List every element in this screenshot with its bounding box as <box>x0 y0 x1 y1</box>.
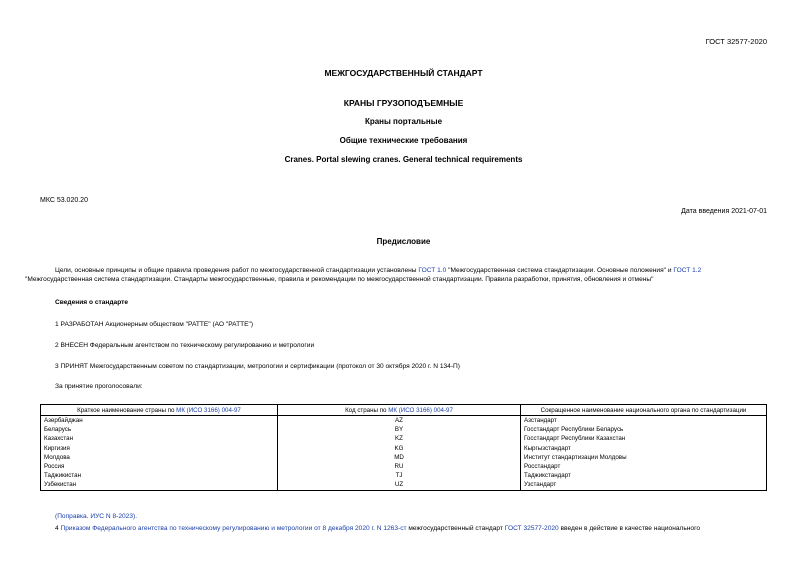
foreword-text-a: Цели, основные принципы и общие правила проведения работ по межгосударственной стандартизации установлены <box>55 267 419 274</box>
cell-country: Беларусь <box>41 425 278 434</box>
cell-code: KG <box>278 444 521 453</box>
cell-code: TJ <box>278 471 521 480</box>
table-row <box>41 416 767 426</box>
cell-code: KZ <box>278 434 521 443</box>
title-sub: Краны портальные <box>364 117 443 126</box>
countries-table <box>40 404 767 491</box>
table-row <box>41 480 767 490</box>
title-main: КРАНЫ ГРУЗОПОДЪЕМНЫЕ <box>343 98 464 108</box>
cell-country: Россия <box>41 462 278 471</box>
mks-code: МКС 53.020.20 <box>40 197 88 204</box>
item-4-tail: введен в действие в качестве национального <box>558 525 701 532</box>
table-row <box>41 462 767 471</box>
cell-body: Азстандарт <box>521 416 767 426</box>
table-header-row <box>41 405 767 416</box>
foreword-text-b: "Межгосударственная система стандартизации. Основные положения" и <box>446 267 674 274</box>
header-code-text: Код страны по <box>345 406 389 414</box>
header-country-link[interactable]: МК (ИСО 3166) 004-97 <box>176 406 241 414</box>
cell-country: Таджикистан <box>41 471 278 480</box>
cell-body: Институт стандартизации Молдовы <box>521 453 767 462</box>
gost-1-0-link[interactable]: ГОСТ 1.0 <box>418 267 447 274</box>
foreword-text-c: "Межгосударственная система стандартизации. Стандарты межгосударственные, правила и рекомендации по межгосударственной стандартизации. Правила разработки, принятия, обновления и отмены" <box>25 276 654 283</box>
order-link[interactable]: Приказом Федерального агентства по техническому регулированию и метрологии от 8 декабря 2020 г. N 1263-ст <box>60 525 407 532</box>
cell-body: Госстандарт Республики Беларусь <box>521 425 767 434</box>
table-row <box>41 471 767 480</box>
document-code: ГОСТ 32577-2020 <box>705 37 767 46</box>
item-4-text: межгосударственный стандарт <box>406 525 505 532</box>
item-4-enacted <box>55 524 700 533</box>
title-english: Cranes. Portal slewing cranes. General technical requirements <box>284 155 523 164</box>
table-row <box>41 425 767 434</box>
item-2-submitted: 2 ВНЕСЕН Федеральным агентством по техническому регулированию и метрологии <box>55 342 315 349</box>
cell-country: Киргизия <box>41 444 278 453</box>
cell-code: UZ <box>278 480 521 490</box>
cell-country: Узбекистан <box>41 480 278 490</box>
cell-country: Казахстан <box>41 434 278 443</box>
amendment-link[interactable]: (Поправка. ИУС N 8-2023). <box>55 513 138 520</box>
standard-type-heading: МЕЖГОСУДАРСТВЕННЫЙ СТАНДАРТ <box>324 68 483 78</box>
cell-body: Таджикстандарт <box>521 471 767 480</box>
cell-country: Молдова <box>41 453 278 462</box>
voted-label: За принятие проголосовали: <box>55 383 143 390</box>
foreword-title: Предисловие <box>376 237 431 246</box>
cell-code: RU <box>278 462 521 471</box>
cell-body: Кыргызстандарт <box>521 444 767 453</box>
item-4-number: 4 <box>55 525 61 532</box>
table-row <box>41 453 767 462</box>
cell-code: MD <box>278 453 521 462</box>
header-country-text: Краткое наименование страны по <box>77 406 177 414</box>
header-code-link[interactable]: МК (ИСО 3166) 004-97 <box>388 406 453 414</box>
cell-country: Азербайджан <box>41 416 278 426</box>
cell-code: AZ <box>278 416 521 426</box>
info-title: Сведения о стандарте <box>55 299 129 306</box>
cell-body: Узстандарт <box>521 480 767 490</box>
table-row <box>41 444 767 453</box>
header-body: Сокращенное наименование национального органа по стандартизации <box>521 405 767 416</box>
cell-code: BY <box>278 425 521 434</box>
foreword-paragraph <box>25 266 767 284</box>
gost-1-2-link[interactable]: ГОСТ 1.2 <box>673 267 702 274</box>
cell-body: Росстандарт <box>521 462 767 471</box>
header-code <box>278 405 521 416</box>
cell-body: Госстандарт Республики Казахстан <box>521 434 767 443</box>
table-row <box>41 434 767 443</box>
title-sub2: Общие технические требования <box>339 136 468 145</box>
introduction-date: Дата введения 2021-07-01 <box>681 208 767 215</box>
gost-32577-link[interactable]: ГОСТ 32577-2020 <box>504 525 559 532</box>
item-1-developed: 1 РАЗРАБОТАН Акционерным обществом "РАТТЕ" (АО "РАТТЕ") <box>55 321 254 328</box>
item-3-adopted: 3 ПРИНЯТ Межгосударственным советом по стандартизации, метрологии и сертификации (протокол от 30 октября 2020 г. N 134-П) <box>55 363 460 370</box>
header-country <box>41 405 278 416</box>
